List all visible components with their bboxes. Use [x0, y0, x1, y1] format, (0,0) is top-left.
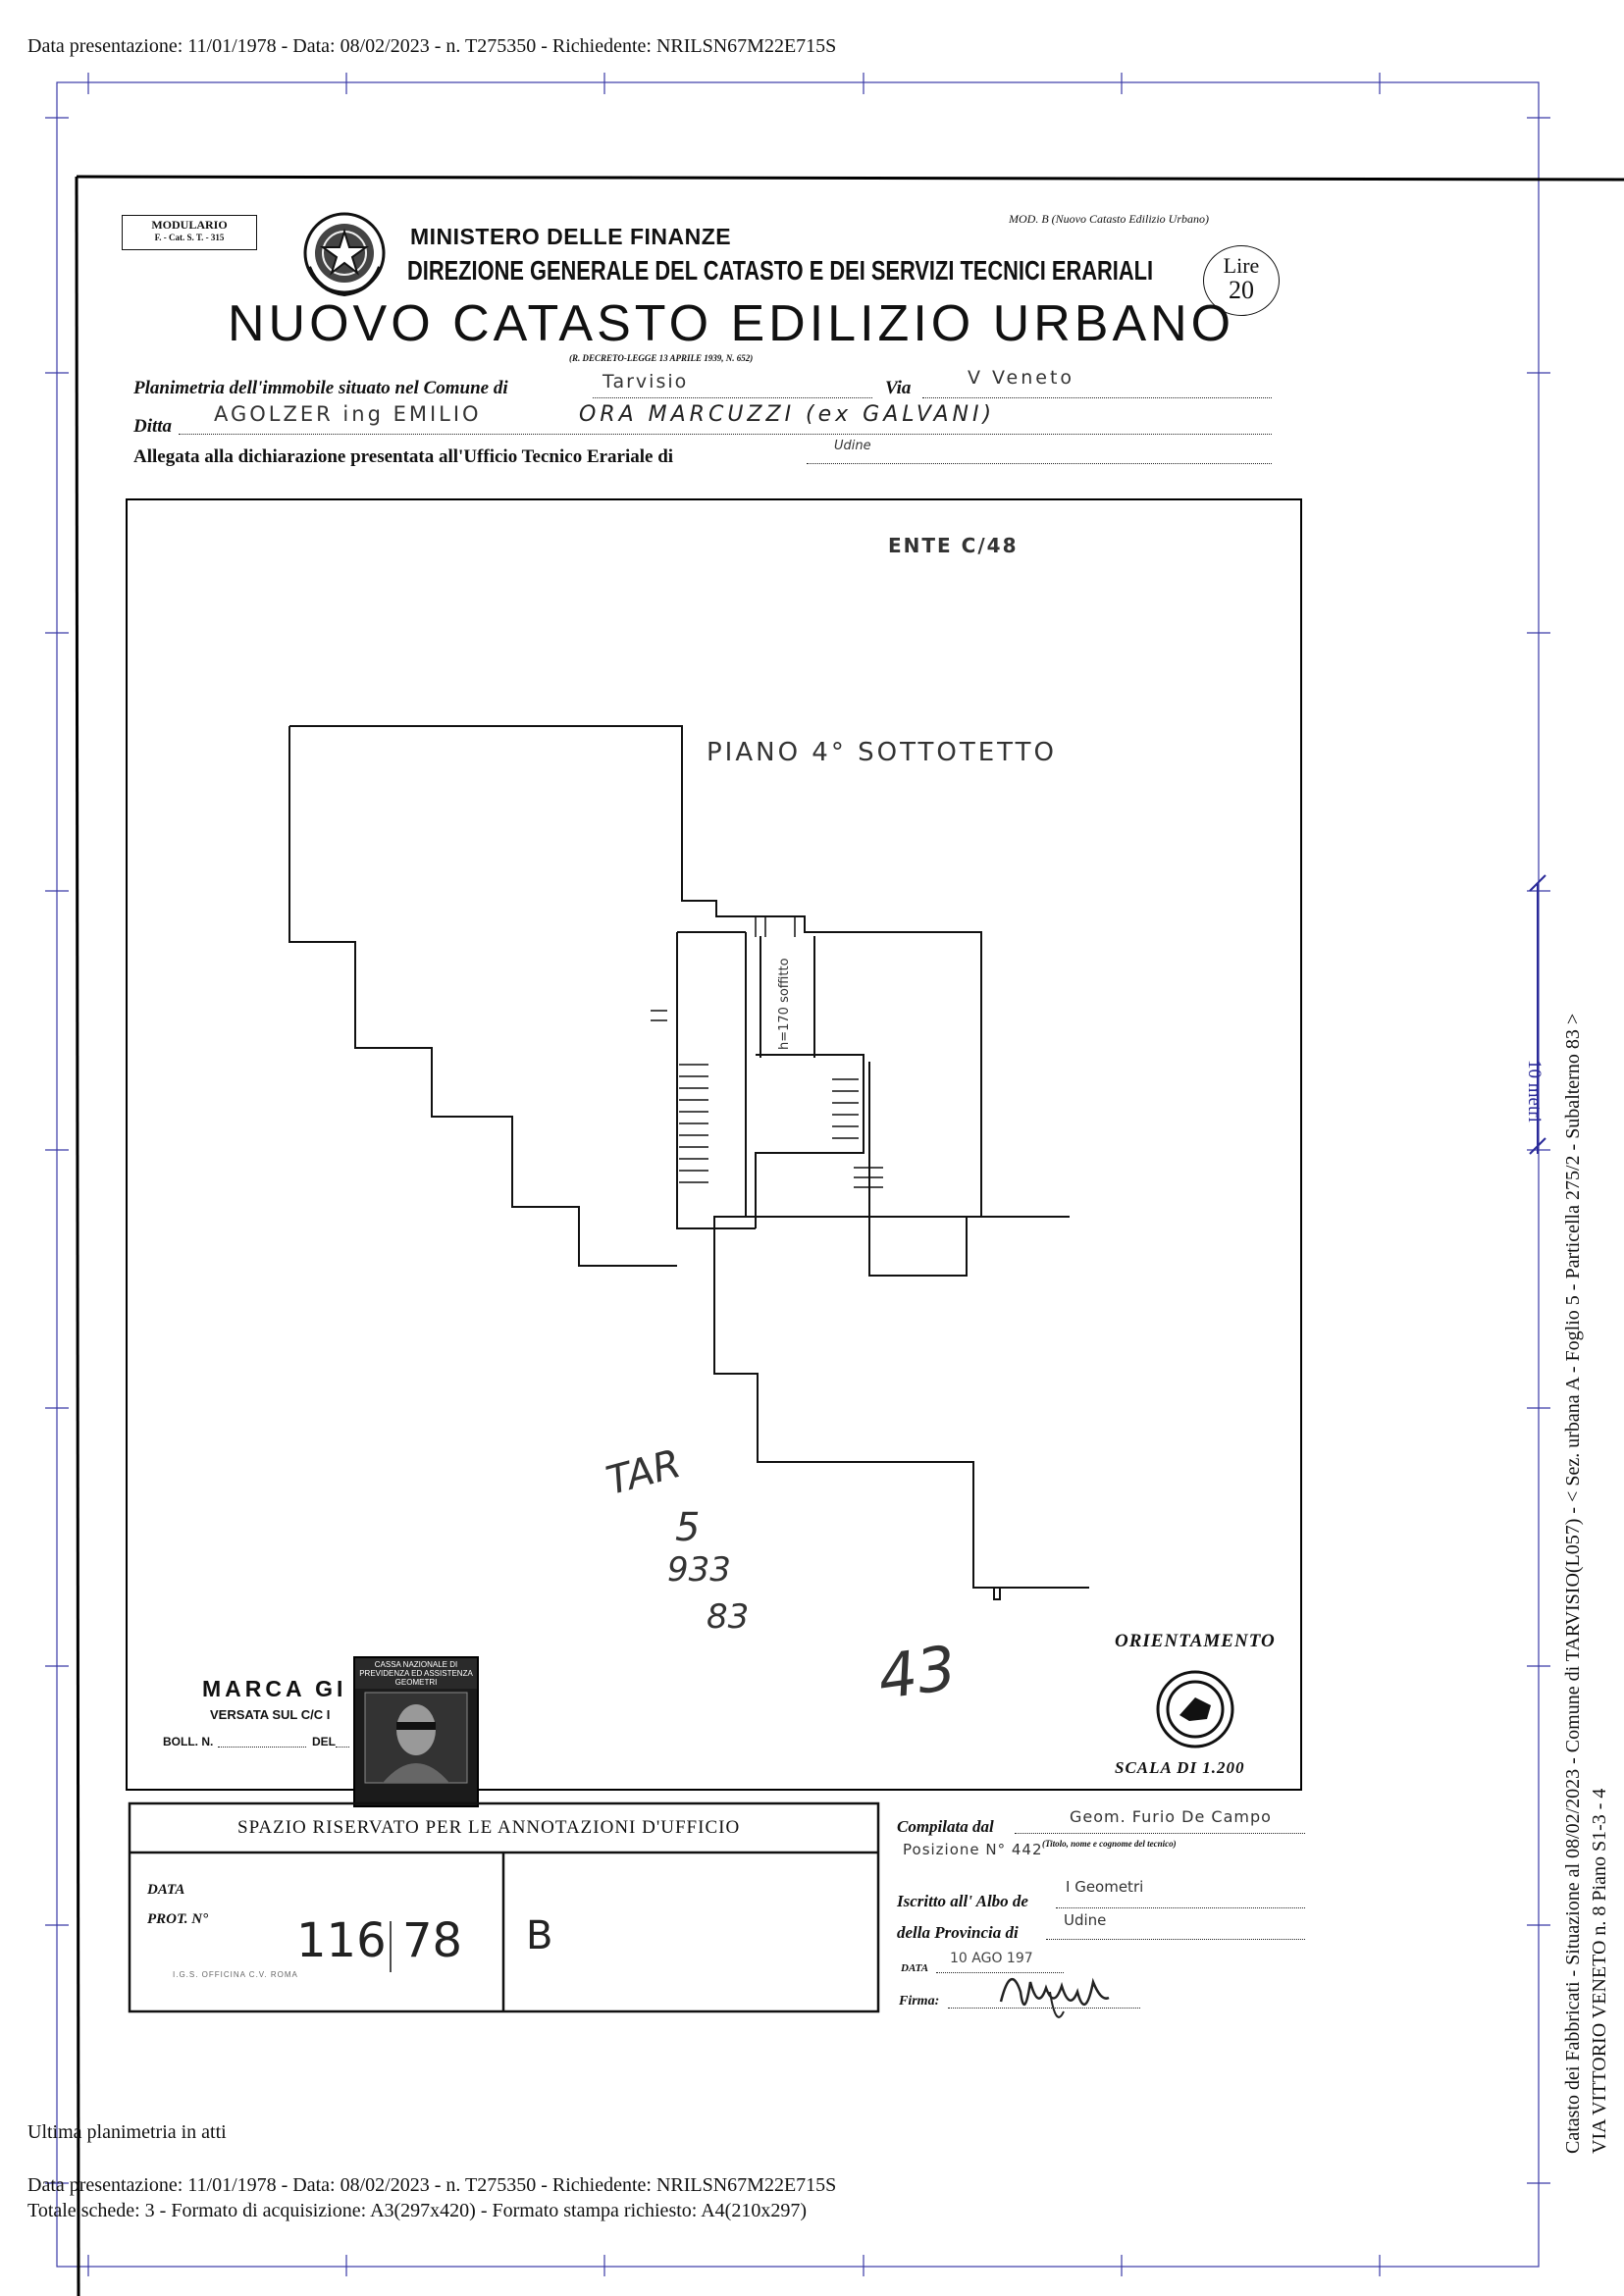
- direzione: DIREZIONE GENERALE DEL CATASTO E DEI SERVIZI TECNICI ERARIALI: [407, 255, 1154, 286]
- lire-label: Lire: [1223, 253, 1260, 278]
- compilata-value: Geom. Furio De Campo: [1070, 1807, 1272, 1826]
- provincia-label: della Provincia di: [897, 1923, 1019, 1942]
- ditta-hand: ORA MARCUZZI (ex GALVANI): [579, 402, 996, 427]
- ministero: MINISTERO DELLE FINANZE: [410, 224, 732, 249]
- footer-line-1: Data presentazione: 11/01/1978 - Data: 08/02/2023 - n. T275350 - Richiedente: NRILSN67M22E715S: [27, 2174, 837, 2196]
- hand-tar: TAR: [602, 1440, 686, 1505]
- marca-line3b: DEL: [312, 1735, 336, 1748]
- prot-hand-a: 116: [296, 1913, 387, 1968]
- titolo-note: (Titolo, nome e cognome del tecnico): [1042, 1839, 1177, 1849]
- marca-line1: MARCA GI: [202, 1676, 347, 1701]
- modulario-line2: F. - Cat. S. T. - 315: [154, 233, 225, 242]
- hand-43: 43: [873, 1631, 961, 1714]
- form-title: NUOVO CATASTO EDILIZIO URBANO: [228, 295, 1235, 352]
- firma-label: Firma:: [899, 1994, 940, 2009]
- marca-line2: VERSATA SUL C/C I: [210, 1707, 331, 1722]
- ditta-label: Ditta: [133, 416, 173, 437]
- via-label: Via: [885, 378, 912, 398]
- piano-label: PIANO 4° SOTTOTETTO: [707, 738, 1057, 767]
- iscritto-value: I Geometri: [1066, 1878, 1144, 1896]
- posizione: Posizione N° 442: [903, 1841, 1043, 1858]
- ente-label: ENTE C/48: [888, 534, 1019, 557]
- scala-label: SCALA DI 1.200: [1115, 1758, 1245, 1777]
- hand-5: 5: [675, 1505, 701, 1550]
- printer-label: I.G.S. OFFICINA C.V. ROMA: [173, 1970, 298, 1979]
- ditta-value: AGOLZER ing EMILIO: [214, 402, 482, 426]
- comune-value: Tarvisio: [602, 371, 689, 392]
- annotations-header: SPAZIO RISERVATO PER LE ANNOTAZIONI D'UFFICIO: [237, 1817, 741, 1838]
- data-label: DATA: [147, 1882, 185, 1898]
- iscritto-label: Iscritto all' Albo de: [897, 1892, 1028, 1910]
- prot-hand-b: 78: [402, 1913, 463, 1968]
- stamp-text: CASSA NAZIONALE DI PREVIDENZA ED ASSISTENZA GEOMETRI: [355, 1658, 477, 1689]
- side-line-2: VIA VITTORIO VENETO n. 8 Piano S1-3 - 4: [1589, 1788, 1610, 2154]
- data-value: 10 AGO 197: [950, 1951, 1033, 1966]
- signature-icon: [991, 1953, 1119, 2031]
- marca-line3: BOLL. N.: [163, 1735, 214, 1748]
- letter-b: B: [526, 1913, 553, 1958]
- hand-933: 933: [667, 1550, 731, 1590]
- planimetria-label: Planimetria dell'immobile situato nel Comune di: [133, 378, 508, 398]
- allegata-value: Udine: [834, 439, 871, 453]
- provincia-value: Udine: [1064, 1911, 1107, 1929]
- hand-83: 83: [707, 1597, 750, 1637]
- lire-value: 20: [1229, 276, 1254, 304]
- scale-bar-label: 10 metri: [1524, 1060, 1545, 1122]
- room-label: h=170 soffitto: [777, 958, 792, 1050]
- compilata-label: Compilata dal: [897, 1817, 994, 1836]
- header-line: Data presentazione: 11/01/1978 - Data: 08/02/2023 - n. T275350 - Richiedente: NRILSN67M22E715S: [27, 35, 837, 57]
- allegata-label: Allegata alla dichiarazione presentata all'Ufficio Tecnico Erariale di: [133, 446, 674, 467]
- side-line-1: Catasto dei Fabbricati - Situazione al 08/02/2023 - Comune di TARVISIO(L057) - < Sez. urbana A - Foglio 5 - Particella 275/2 - Subalterno 83 >: [1562, 1013, 1584, 2154]
- decreto: (R. DECRETO-LEGGE 13 APRILE 1939, N. 652): [569, 353, 754, 363]
- footer-ultima: Ultima planimetria in atti: [27, 2121, 227, 2143]
- mod-b: MOD. B (Nuovo Catasto Edilizio Urbano): [1009, 212, 1209, 226]
- data-label-2: DATA: [901, 1962, 929, 1974]
- modulario-line1: MODULARIO: [151, 218, 228, 232]
- orientamento-label: ORIENTAMENTO: [1115, 1631, 1276, 1651]
- via-value: V Veneto: [968, 367, 1075, 389]
- prot-label: PROT. N°: [147, 1911, 209, 1927]
- footer-line-2: Totale schede: 3 - Formato di acquisizione: A3(297x420) - Formato stampa richiesto: A4(210x297): [27, 2200, 807, 2221]
